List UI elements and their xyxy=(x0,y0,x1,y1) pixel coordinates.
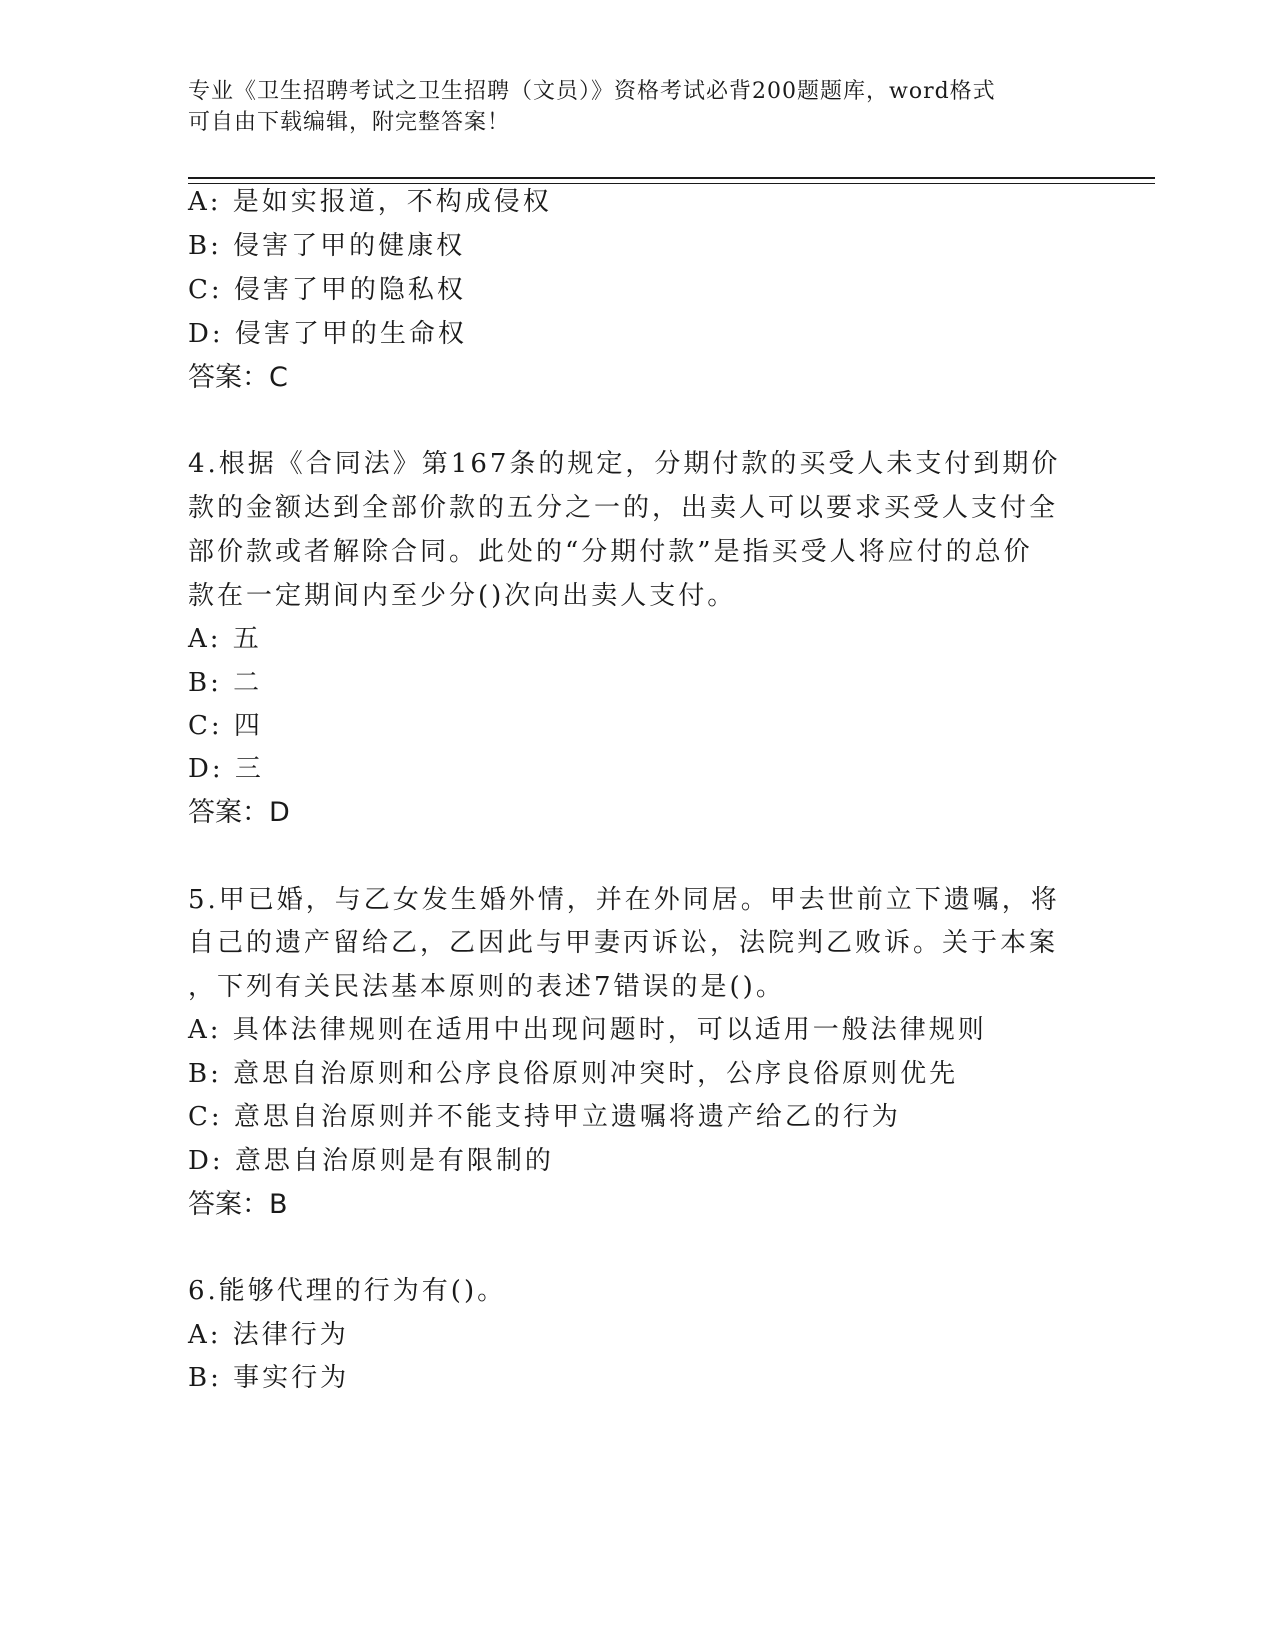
q3-answer: 答案：C xyxy=(188,362,288,393)
q4-answer: 答案：D xyxy=(188,797,290,828)
header-divider-thin xyxy=(188,183,1155,184)
q4-option-a: A: 五 xyxy=(188,624,262,654)
q6-text-line-1: 6.能够代理的行为有()。 xyxy=(188,1276,507,1306)
q3-option-c: C: 侵害了甲的隐私权 xyxy=(188,275,466,305)
q4-option-d: D: 三 xyxy=(188,754,264,784)
q5-answer: 答案：B xyxy=(188,1189,288,1220)
q3-option-b: B: 侵害了甲的健康权 xyxy=(188,231,466,261)
q4-text-line-2: 款的金额达到全部价款的五分之一的，出卖人可以要求买受人支付全 xyxy=(188,493,1059,523)
q3-option-d: D: 侵害了甲的生命权 xyxy=(188,319,467,349)
document-header xyxy=(188,76,1068,138)
q5-option-d: D: 意思自治原则是有限制的 xyxy=(188,1146,554,1176)
q4-option-b: B: 二 xyxy=(188,668,263,698)
q5-text-line-1: 5.甲已婚，与乙女发生婚外情，并在外同居。甲去世前立下遗嘱，将 xyxy=(188,885,1060,915)
q5-text-line-2: 自己的遗产留给乙，乙因此与甲妻丙诉讼，法院判乙败诉。关于本案 xyxy=(188,928,1059,958)
q6-option-a: A: 法律行为 xyxy=(188,1320,349,1350)
q5-option-a: A: 具体法律规则在适用中出现问题时，可以适用一般法律规则 xyxy=(188,1015,987,1045)
q5-text-line-3: ，下列有关民法基本原则的表述7错误的是()。 xyxy=(188,972,785,1002)
header-line-1: 专业《卫生招聘考试之卫生招聘（文员）》资格考试必背200题题库，word格式 xyxy=(188,79,996,104)
q4-text-line-1: 4.根据《合同法》第167条的规定，分期付款的买受人未支付到期价 xyxy=(188,449,1061,479)
header-line-2: 可自由下载编辑，附完整答案！ xyxy=(188,110,511,135)
q4-text-line-3: 部价款或者解除合同。此处的“分期付款”是指买受人将应付的总价 xyxy=(188,537,1033,567)
q3-option-a: A: 是如实报道，不构成侵权 xyxy=(188,187,552,217)
q5-option-b: B: 意思自治原则和公序良俗原则冲突时，公序良俗原则优先 xyxy=(188,1059,959,1089)
q5-option-c: C: 意思自治原则并不能支持甲立遗嘱将遗产给乙的行为 xyxy=(188,1102,901,1132)
q6-option-b: B: 事实行为 xyxy=(188,1363,350,1393)
q4-option-c: C: 四 xyxy=(188,711,263,741)
header-divider-thick xyxy=(188,177,1155,179)
q4-text-line-4: 款在一定期间内至少分()次向出卖人支付。 xyxy=(188,581,737,611)
